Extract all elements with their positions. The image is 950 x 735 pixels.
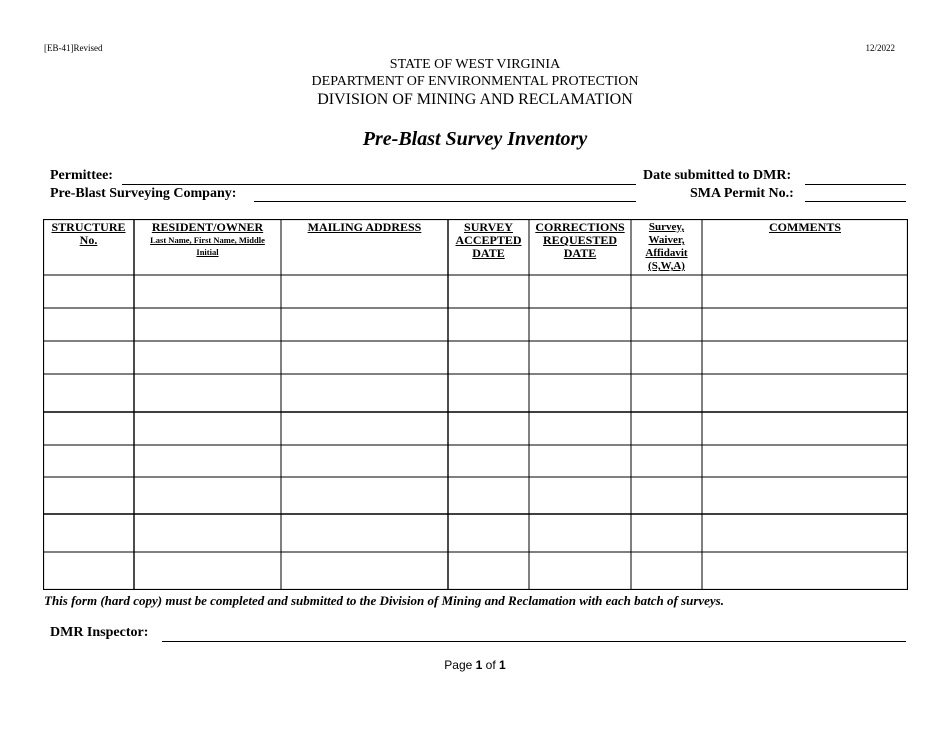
col-mailing-address: MAILING ADDRESS bbox=[307, 220, 422, 234]
col-survey-accepted-date: SURVEY ACCEPTED DATE bbox=[455, 220, 522, 260]
date-submitted-label: Date submitted to DMR: bbox=[643, 168, 792, 183]
sma-permit-field[interactable] bbox=[805, 201, 906, 202]
col-structure-no: STRUCTURE No. bbox=[51, 220, 126, 247]
form-title: Pre-Blast Survey Inventory bbox=[362, 128, 588, 150]
permittee-label: Permittee: bbox=[50, 168, 113, 183]
col-resident-owner: RESIDENT/OWNER Last Name, First Name, Middle Initial bbox=[150, 220, 265, 257]
surveying-company-label: Pre-Blast Surveying Company: bbox=[50, 186, 237, 201]
permittee-field[interactable] bbox=[122, 184, 636, 185]
dmr-inspector-label: DMR Inspector: bbox=[50, 625, 149, 640]
table-grid bbox=[43, 219, 908, 590]
page-footer: Page 1 of 1 bbox=[444, 658, 506, 672]
division-heading: DIVISION OF MINING AND RECLAMATION bbox=[317, 91, 633, 108]
col-corrections-requested-date: CORRECTIONS REQUESTED DATE bbox=[535, 220, 625, 260]
form-code: [EB-41]Revised bbox=[44, 43, 103, 53]
col-comments: COMMENTS bbox=[769, 220, 841, 234]
dmr-inspector-field[interactable] bbox=[162, 641, 906, 642]
surveying-company-field[interactable] bbox=[254, 201, 636, 202]
submission-note: This form (hard copy) must be completed and submitted to the Division of Mining and Reclamation with each batch of surveys. bbox=[44, 593, 724, 608]
sma-permit-label: SMA Permit No.: bbox=[690, 186, 794, 201]
inventory-table bbox=[43, 219, 908, 590]
form-revision-date: 12/2022 bbox=[865, 43, 895, 53]
state-heading: STATE OF WEST VIRGINIA bbox=[389, 57, 561, 72]
department-heading: DEPARTMENT OF ENVIRONMENTAL PROTECTION bbox=[311, 74, 639, 89]
col-survey-waiver-affidavit: Survey, Waiver, Affidavit (S,W,A) bbox=[645, 221, 688, 272]
date-submitted-field[interactable] bbox=[805, 184, 906, 185]
